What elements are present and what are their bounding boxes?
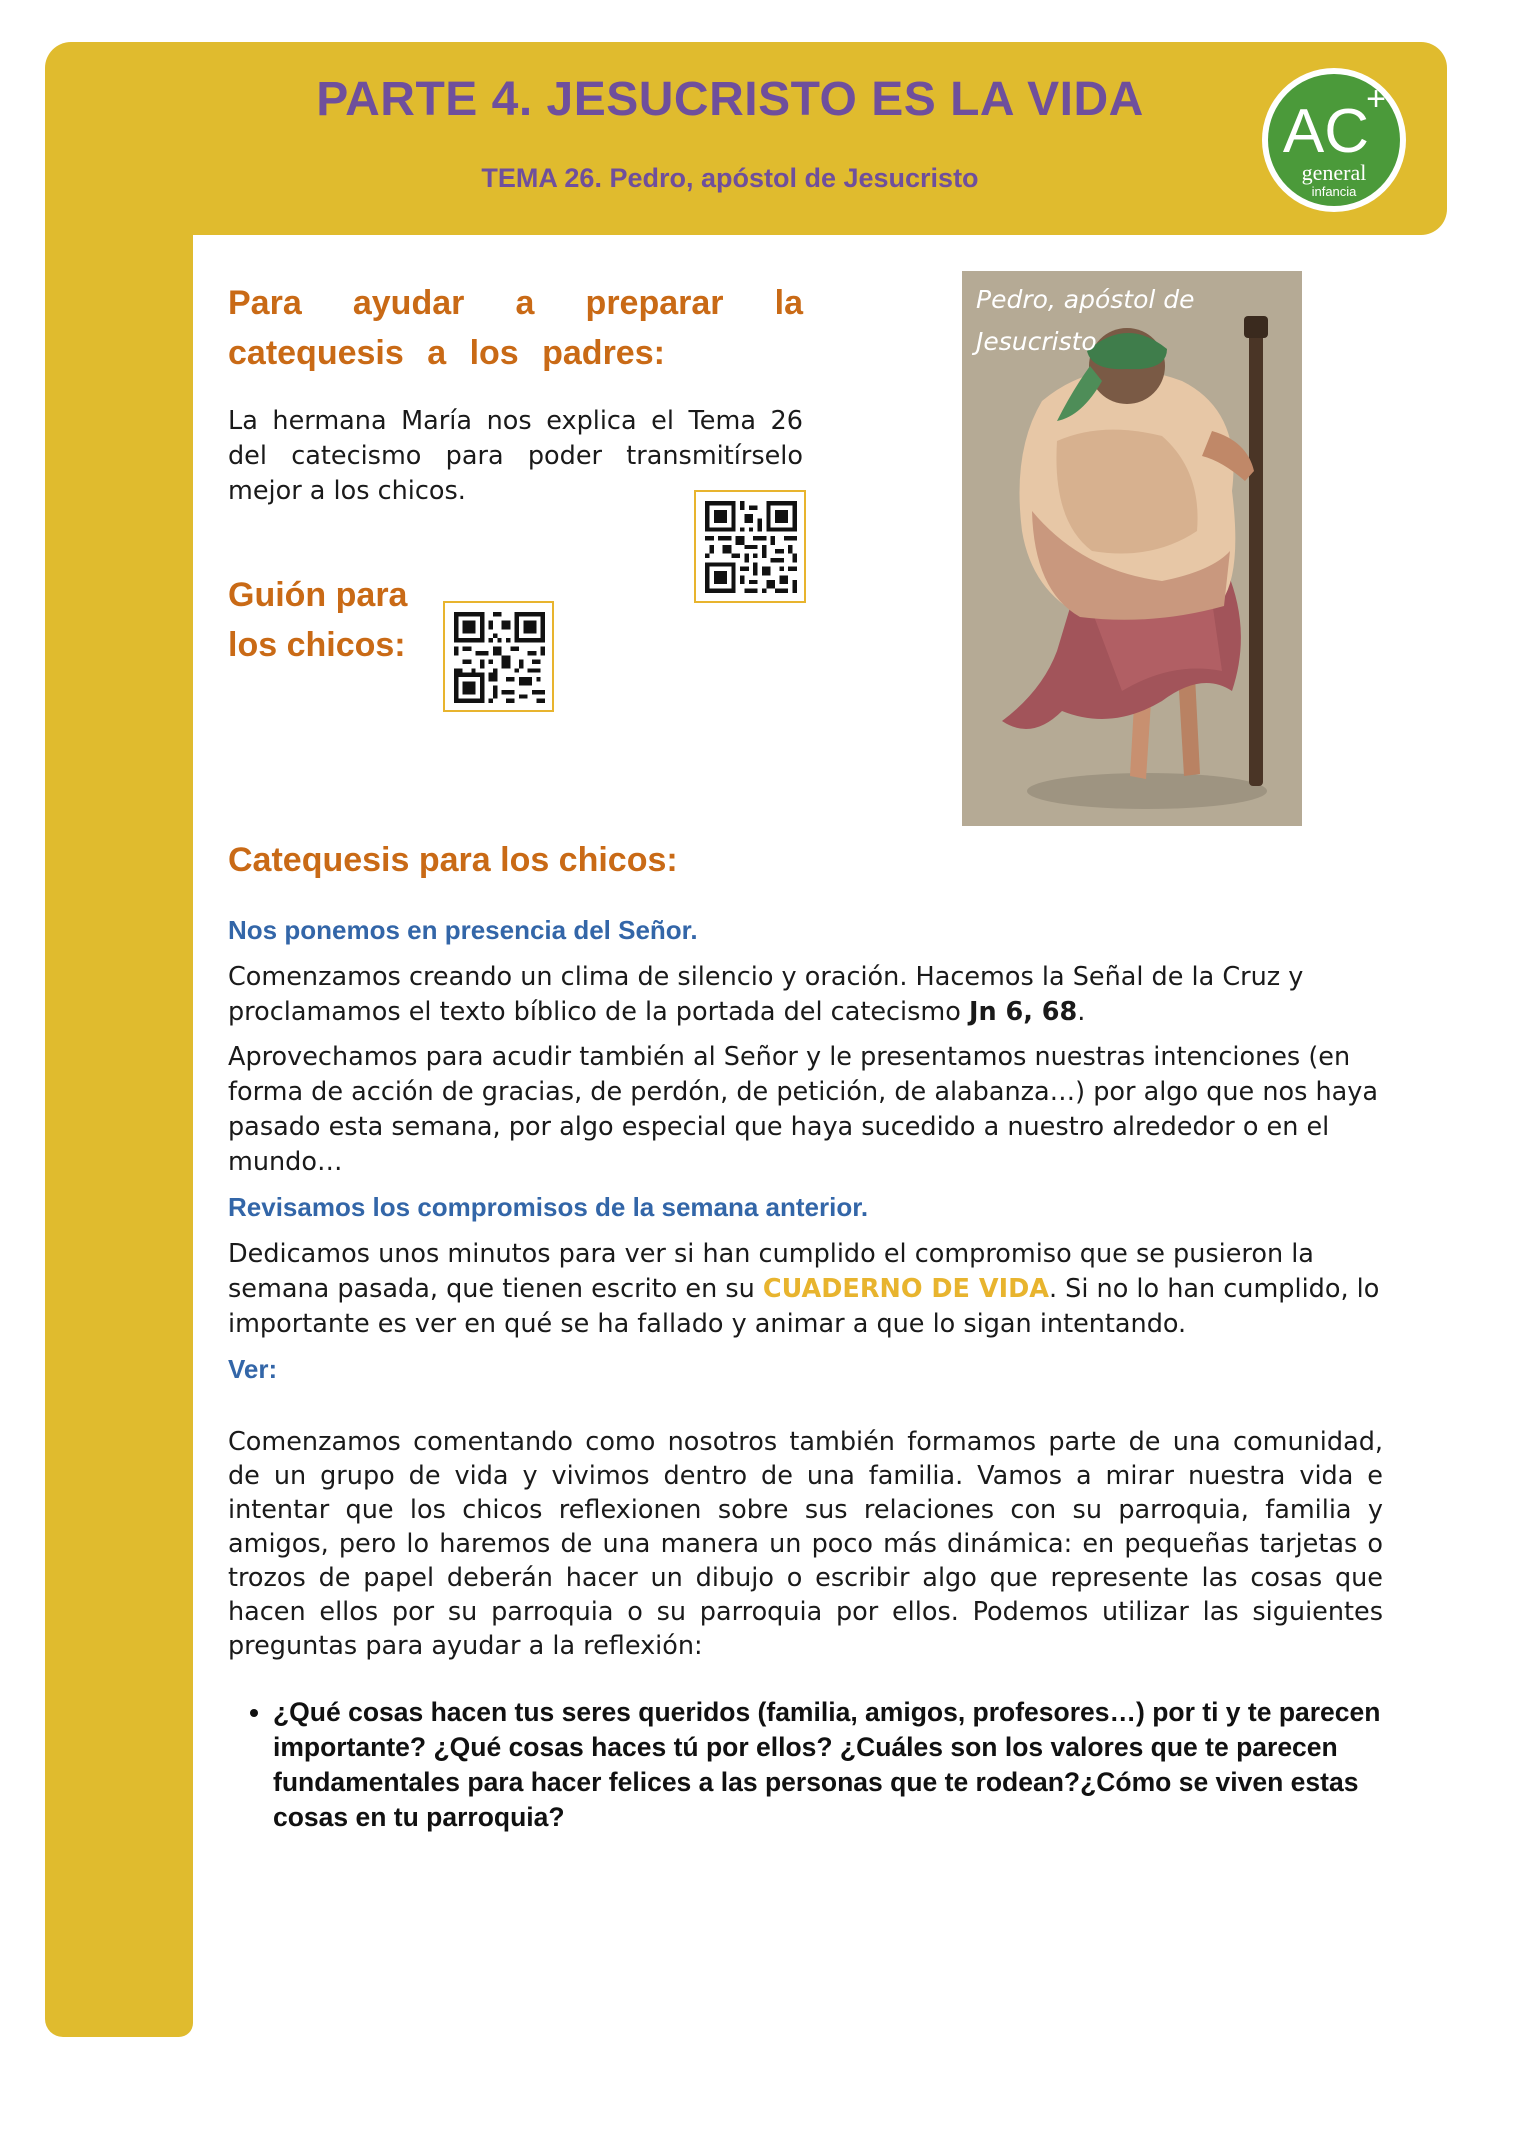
parents-heading: Para ayudar a preparar la catequesis a los padres: <box>228 284 803 372</box>
header-band <box>45 42 1447 235</box>
page-title: PARTE 4. JESUCRISTO ES LA VIDA <box>316 73 1144 126</box>
parents-section <box>228 278 803 509</box>
illustration-caption: Pedro, apóstol de Jesucristo <box>976 285 1195 356</box>
peter-illustration <box>962 271 1302 826</box>
side-band <box>45 180 193 2037</box>
presence-text-end: . <box>1077 997 1086 1027</box>
logo-plus: + <box>1366 80 1386 118</box>
parents-qr-code[interactable] <box>694 490 806 603</box>
review-text-before: Dedicamos unos minutos para ver si han cumplido el compromiso que se pusieron la semana pasada, que tienen escrito en su <box>228 1239 1314 1304</box>
presence-heading: Nos ponemos en presencia del Señor. <box>228 915 698 945</box>
catechesis-heading: Catequesis para los chicos: <box>228 841 678 879</box>
presence-text: Comenzamos creando un clima de silencio y oración. Hacemos la Señal de la Cruz y proclamamos el texto bíblico de la portada del catecismo <box>228 962 1304 1027</box>
catechesis-section <box>228 835 1383 1835</box>
life-notebook-highlight: CUADERNO DE VIDA <box>762 1274 1049 1304</box>
logo-infancia: infancia <box>1311 184 1357 199</box>
page-subtitle: TEMA 26. Pedro, apóstol de Jesucristo <box>481 163 979 193</box>
presence-paragraph-1 <box>228 960 1383 1030</box>
logo-letters: AC <box>1282 97 1370 166</box>
kids-script-qr-code[interactable] <box>443 601 554 712</box>
bible-reference: Jn 6, 68 <box>968 997 1078 1027</box>
logo-general: general <box>1301 160 1367 185</box>
ac-logo <box>1258 64 1410 216</box>
reflection-question: • ¿Qué cosas hacen tus seres queridos (familia, amigos, profesores…) por ti y te parecen importante? ¿Qué cosas haces tú por ellos? ¿Cuáles son los valores que te parecen fundamentales para hacer felices a las personas que te rodean?¿Cómo se viven estas cosas en tu parroquia? <box>273 1695 1383 1835</box>
presence-paragraph-2: Aprovechamos para acudir también al Señor y le presentamos nuestras intenciones (en forma de acción de gracias, de perdón, de petición, de alabanza…) por algo que nos haya pasado esta semana, por algo especial que haya sucedido a nuestro alrededor o en el mundo… <box>228 1042 1379 1177</box>
parents-text: La hermana María nos explica el Tema 26 del catecismo para poder transmitírselo mejor a los chicos. <box>228 406 803 506</box>
see-paragraph: Comenzamos comentando como nosotros también formamos parte de una comunidad, de un grupo de vida y vivimos dentro de una familia. Vamos a mirar nuestra vida e intentar que los chicos reflexionen sobre sus relaciones con su parroquia, familia y amigos, pero lo haremos de una manera un poco más dinámica: en pequeñas tarjetas o trozos de papel deberán hacer un dibujo o escribir algo que represente las cosas que hacen ellos por su parroquia o su parroquia por ellos. Podemos utilizar las siguientes preguntas para ayudar a la reflexión: <box>228 1427 1383 1661</box>
see-heading: Ver: <box>228 1354 278 1384</box>
reflection-questions <box>228 1695 1383 1835</box>
review-paragraph <box>228 1237 1383 1342</box>
kids-script-heading: Guión para los chicos: <box>228 576 408 664</box>
review-heading: Revisamos los compromisos de la semana anterior. <box>228 1192 869 1222</box>
review-text-after: . Si no lo han cumplido, lo importante es ver en qué se ha fallado y animar a que lo sigan intentando. <box>228 1274 1380 1339</box>
